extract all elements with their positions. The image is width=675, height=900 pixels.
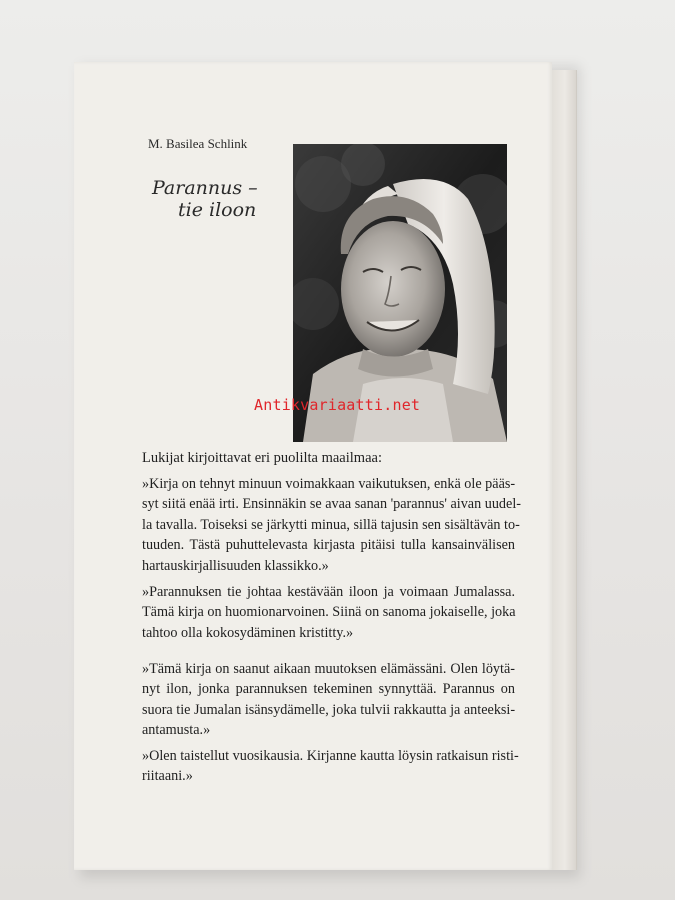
reader-quote <box>142 746 519 787</box>
quote-line: »Parannuksen tie johtaa kestävään iloon ja voimaan Jumalassa. <box>142 584 515 600</box>
quote-line: syt siitä enää irti. Ensinnäkin se avaa sanan 'parannus' aivan uudel- <box>142 496 521 513</box>
script-title-logo <box>144 166 274 226</box>
reader-quote <box>142 659 515 741</box>
book-page-edges <box>548 70 577 870</box>
quote-line: tahtoo olla kokosydäminen kristitty.» <box>142 624 354 641</box>
quote-line: »Kirja on tehnyt minuun voimakkaan vaikutuksen, enkä ole pääs- <box>142 476 516 492</box>
reader-quote <box>142 582 515 643</box>
author-name: M. Basilea Schlink <box>148 136 248 151</box>
quotes-heading: Lukijat kirjoittavat eri puolilta maailmaa: <box>142 450 382 466</box>
quote-line: antamusta.» <box>142 722 211 739</box>
watermark: Antikvariaatti.net <box>254 396 421 414</box>
quote-line: nyt ilon, jonka parannuksen tekeminen synnyttää. Parannus on <box>142 681 515 698</box>
quote-line: la tavalla. Toiseksi se järkytti minua, sillä tajusin sen sisältävän to- <box>142 516 520 533</box>
script-title-line-2: tie iloon <box>178 199 257 221</box>
quote-line: »Tämä kirja on saanut aikaan muutoksen elämässäni. Olen löytä- <box>142 661 515 677</box>
quote-line: suora tie Jumalan isänsydämelle, joka tulvii rakkautta ja anteeksi- <box>142 701 516 718</box>
quote-line: tuuden. Tästä puhuttelevasta kirjasta pitäisi tulla kansainvälisen <box>142 537 515 554</box>
reader-quote <box>142 474 521 576</box>
quote-line: »Olen taistellut vuosikausia. Kirjanne kautta löysin ratkaisun risti- <box>142 748 519 764</box>
script-title-line-1: Parannus – <box>152 177 258 199</box>
quote-line: Tämä kirja on huomionarvoinen. Siinä on sanoma jokaiselle, joka <box>142 604 516 621</box>
quote-line: riitaani.» <box>142 768 193 785</box>
book-back-cover <box>74 62 552 870</box>
quote-line: hartauskirjallisuuden klassikko.» <box>142 557 329 574</box>
